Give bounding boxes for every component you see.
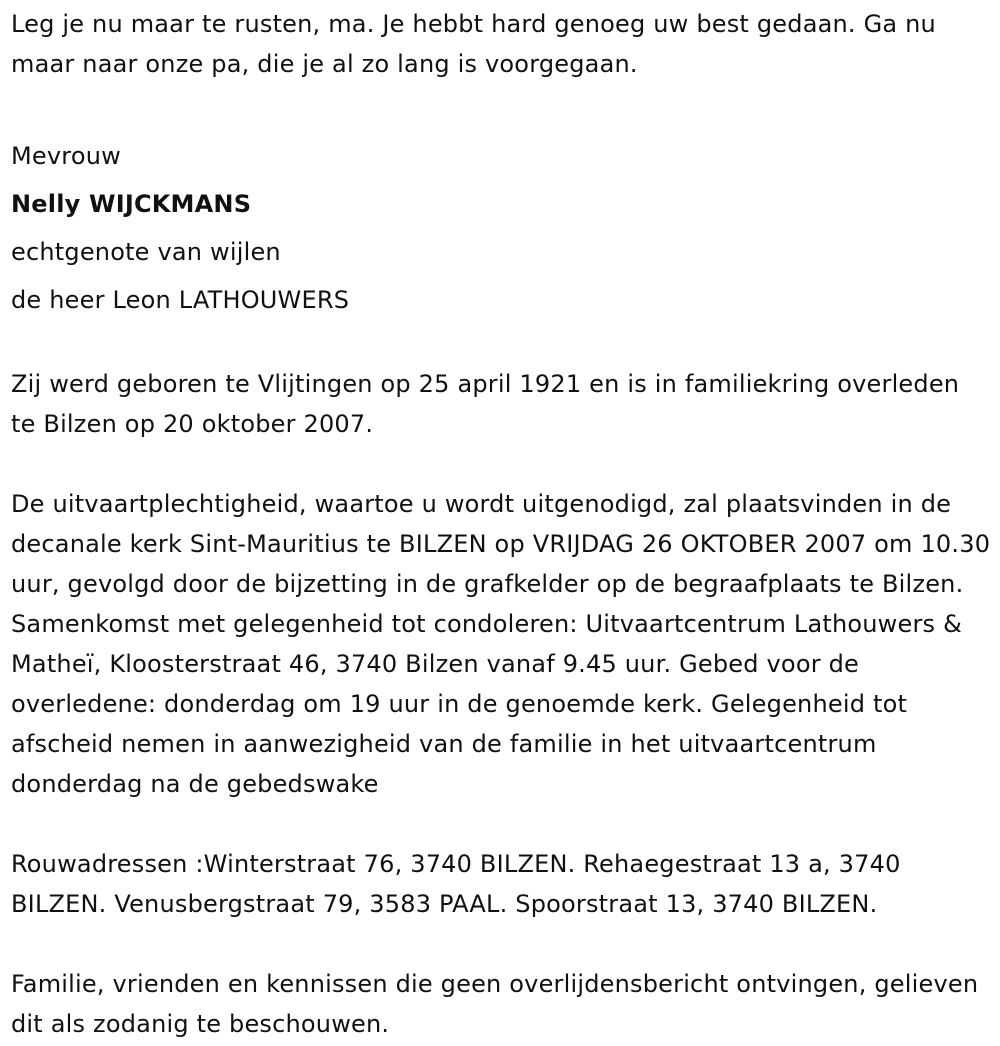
spacer	[11, 924, 991, 964]
spacer	[11, 444, 991, 484]
closing-text: Familie, vrienden en kennissen die geen overlijdensbericht ontvingen, gelieven dit als zodanig te beschouwen.	[11, 970, 979, 1038]
relation-line-2: de heer Leon LATHOUWERS	[11, 286, 350, 314]
relation-line-1: echtgenote van wijlen	[11, 238, 281, 266]
ceremony-text: De uitvaartplechtigheid, waartoe u wordt uitgenodigd, zal plaatsvinden in de decanale kerk Sint-Mauritius te BILZEN op VRIJDAG 26 OKTOBER 2007 om 10.30 uur, gevolgd door de bijzetting in de grafkelder op de begraafplaats te Bilzen. Samenkomst met gelegenheid tot condoleren: Uitvaartcentrum Lathouwers & Matheï, Kloosterstraat 46, 3740 Bilzen vanaf 9.45 uur. Gebed voor de overledene: donderdag om 19 uur in de genoemde kerk. Gelegenheid tot afscheid nemen in aanwezigheid van de familie in het uitvaartcentrum donderdag na de gebedswake	[11, 490, 991, 798]
salutation: Mevrouw	[11, 142, 121, 170]
spacer	[11, 84, 991, 124]
addresses-text: Rouwadressen :Winterstraat 76, 3740 BILZEN. Rehaegestraat 13 a, 3740 BILZEN. Venusbergstraat 79, 3583 PAAL. Spoorstraat 13, 3740 BILZEN.	[11, 850, 901, 918]
spacer	[11, 804, 991, 844]
spacer	[11, 324, 991, 364]
deceased-name: Nelly WIJCKMANS	[11, 190, 252, 218]
poem-text: Leg je nu maar te rusten, ma. Je hebbt hard genoeg uw best gedaan. Ga nu maar naar onze pa, die je al zo lang is voorgegaan.	[11, 10, 936, 78]
birth-death-text: Zij werd geboren te Vlijtingen op 25 april 1921 en is in familiekring overleden te Bilzen op 20 oktober 2007.	[11, 370, 960, 438]
obituary-notice	[11, 4, 991, 1044]
name-block	[11, 132, 991, 324]
